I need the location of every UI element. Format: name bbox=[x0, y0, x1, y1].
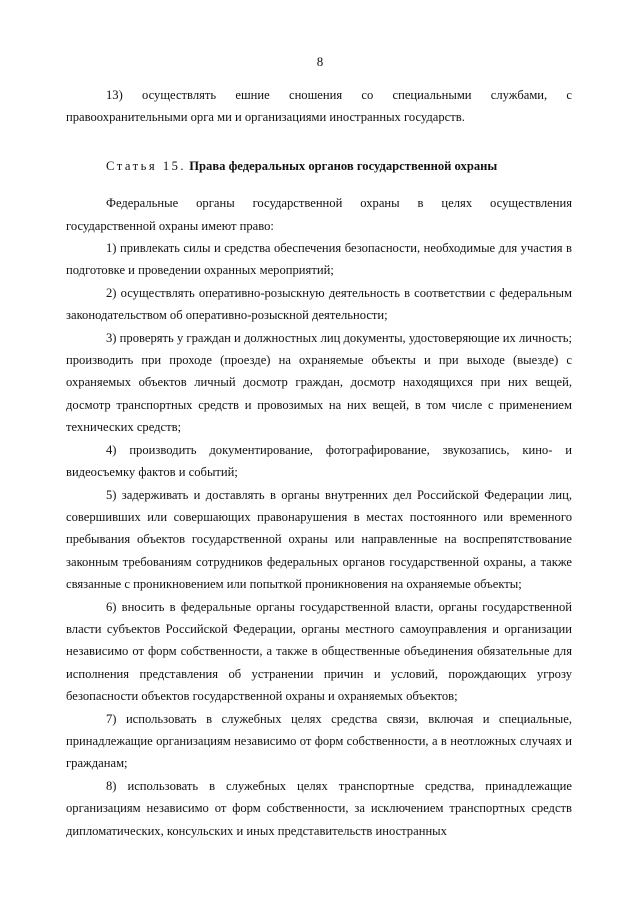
document-body bbox=[66, 84, 572, 842]
article-title: Права федеральных органов государственной охраны bbox=[189, 158, 498, 173]
right-item-3: 3) проверять у граждан и должностных лиц документы, удостоверяющие их личность; производить при проходе (проезде) на охраняемые объекты и при выходе (выезде) с охраняемых объектов личный досмотр граждан, досмотр находящихся при них вещей, досмотр транспортных средств и провозимых на них вещей, в том числе с применением технических средств; bbox=[66, 330, 572, 435]
right-item-8: 8) использовать в служебных целях транспортные средства, принадлежащие организациям независимо от форм собственности, за исключением транспортных средств дипломатических, консульских и иных представительств иностранных bbox=[66, 778, 572, 838]
page-number: 8 bbox=[316, 54, 324, 69]
item-13: 13) осуществлять ешние сношения со специальными службами, с правоохранительными орга ми и организациями иностранных государств. bbox=[66, 88, 572, 125]
right-item-4: 4) производить документирование, фотографирование, звукозапись, кино- и видеосъемку фактов и событий; bbox=[66, 442, 572, 480]
right-item-1: 1) привлекать силы и средства обеспечения безопасности, необходимые для участия в подготовке и проведении охранных мероприятий; bbox=[66, 241, 572, 278]
article-heading bbox=[66, 155, 572, 177]
right-item-7: 7) использовать в служебных целях средства связи, включая и специальные, принадлежащие организациям независимо от форм собственности, а в неотложных случаях и гражданам; bbox=[66, 711, 572, 771]
right-item-5: 5) задерживать и доставлять в органы внутренних дел Российской Федерации лиц, совершивших или совершающих правонарушения в местах постоянного или временного пребывания объектов государственной охраны или направленные на воспрепятствование законным требованиям сотрудников федеральных органов государственной охраны, а также связанные с проникновением или попыткой проникновения на охраняемые объекты; bbox=[66, 487, 572, 592]
right-item-6: 6) вносить в федеральные органы государственной власти, органы государственной власти субъектов Российской Федерации, органы местного самоуправления и организации независимо от форм собственности, а также в общественные объединения обязательные для исполнения представления об устранении причин и условий, порождающих угрозу безопасности объектов государственной охраны и охраняемых объектов; bbox=[66, 599, 572, 704]
article-label: Статья 15. bbox=[106, 158, 187, 173]
right-item-2: 2) осуществлять оперативно-розыскную деятельность в соответствии с федеральным законодательством об оперативно-розыскной деятельности; bbox=[66, 285, 572, 323]
intro-paragraph: Федеральные органы государственной охраны в целях осуществления государственной охраны имеют право: bbox=[66, 196, 572, 233]
